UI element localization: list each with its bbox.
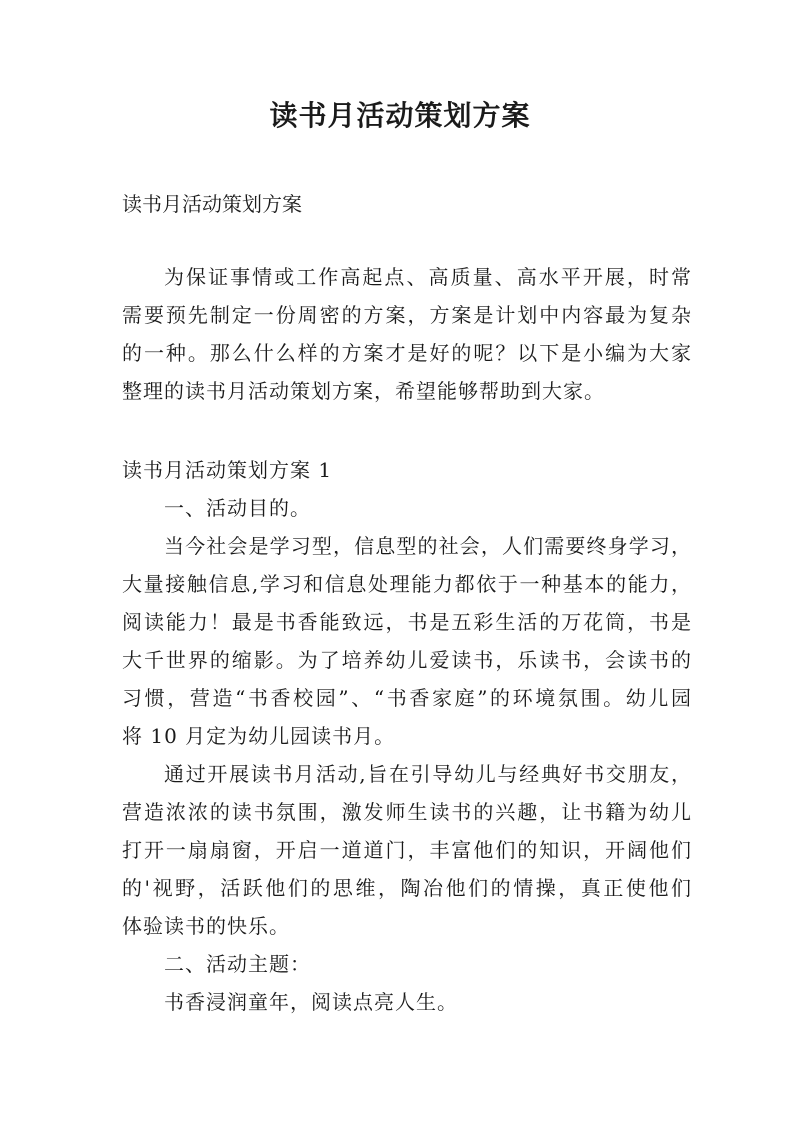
section-heading: 读书月活动策划方案 1 — [122, 458, 333, 482]
text-line: 整理的读书月活动策划方案，希望能够帮助到大家。 — [122, 379, 605, 403]
text-line: 阅读能力！最是书香能致远，书是五彩生活的万花筒，书是 — [122, 610, 692, 634]
text-line: 大千世界的缩影。为了培养幼儿爱读书，乐读书，会读书的 — [122, 648, 692, 672]
text-line: 需要预先制定一份周密的方案，方案是计划中内容最为复杂 — [122, 303, 692, 327]
document-title: 读书月活动策划方案 — [269, 99, 531, 132]
text-line: 打开一扇扇窗，开启一道道门，丰富他们的知识，开阔他们 — [122, 838, 692, 862]
text-line: 体验读书的快乐。 — [122, 914, 290, 938]
section-1 — [122, 451, 692, 1021]
text-line: 当今社会是学习型，信息型的社会，人们需要终身学习， — [164, 534, 692, 558]
purpose-paragraph-2 — [122, 755, 692, 945]
text-line: 通过开展读书月活动,旨在引导幼儿与经典好书交朋友， — [164, 762, 692, 786]
text-line: 为保证事情或工作高起点、高质量、高水平开展，时常 — [164, 265, 692, 289]
text-line: 营造浓浓的读书氛围，激发师生读书的兴趣，让书籍为幼儿 — [122, 800, 692, 824]
purpose-paragraph — [122, 527, 692, 755]
document-subtitle: 读书月活动策划方案 — [122, 192, 302, 216]
theme-text: 书香浸润童年，阅读点亮人生。 — [164, 990, 458, 1014]
intro-paragraph — [122, 258, 692, 410]
purpose-heading: 一、活动目的。 — [164, 496, 311, 520]
text-line: 习惯，营造“书香校园”、“书香家庭”的环境氛围。幼儿园 — [122, 686, 692, 710]
theme-heading: 二、活动主题： — [164, 952, 311, 976]
text-line: 的一种。那么什么样的方案才是好的呢？以下是小编为大家 — [122, 341, 692, 365]
text-line: 的'视野，活跃他们的思维，陶冶他们的情操，真正使他们 — [122, 876, 692, 900]
text-line: 大量接触信息,学习和信息处理能力都依于一种基本的能力， — [122, 572, 692, 596]
text-line: 将 10 月定为幼儿园读书月。 — [122, 724, 396, 748]
